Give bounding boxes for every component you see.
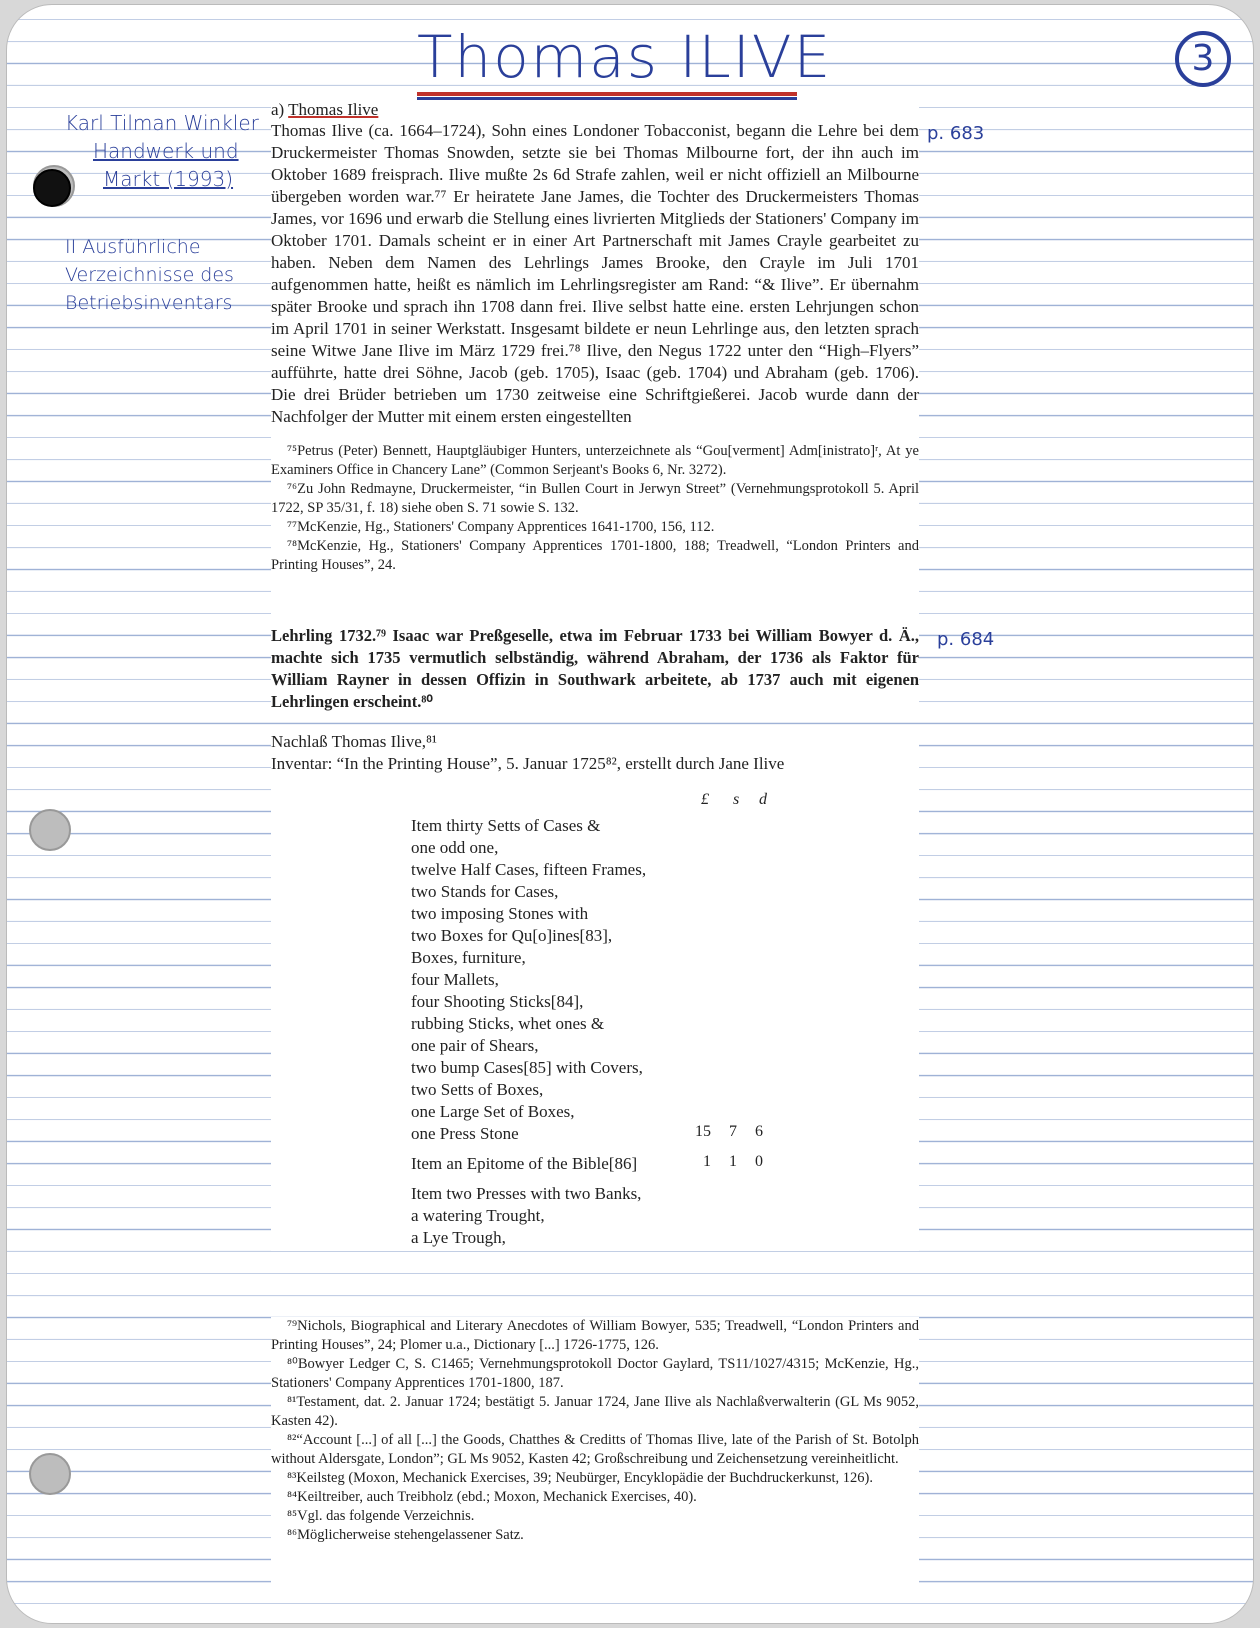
- inventory-item1: [411, 815, 646, 1145]
- binder-hole-middle: [29, 809, 71, 851]
- page-ref-683: p. 683: [927, 123, 985, 144]
- item1-line: one Large Set of Boxes,: [411, 1102, 575, 1121]
- item1-line: two Boxes for Qu[o]ines[83],: [411, 926, 613, 945]
- margin-section-line2: Verzeichnisse des: [65, 264, 234, 286]
- margin-book-line1: Handwerk und: [93, 139, 239, 163]
- footnote-81: ⁸¹Testament, dat. 2. Januar 1724; bestätigt 5. Januar 1724, Jane Ilive als Nachlaßverwalterin (GL Ms 9052, Kasten 42).: [271, 1394, 919, 1429]
- footnotes-top: [271, 442, 919, 575]
- footnote-83: ⁸³Keilsteg (Moxon, Mechanick Exercises, 39; Neubürger, Encyklopädie der Buchdruckerkunst, 126).: [287, 1470, 873, 1486]
- footnote-76: ⁷⁶Zu John Redmayne, Druckermeister, “in Bullen Court in Jerwyn Street” (Vernehmungsprotokoll 5. April 1722, SP 35/31, f. 18) siehe oben S. 71 sowie S. 132.: [271, 481, 919, 516]
- footnote-78: ⁷⁸McKenzie, Hg., Stationers' Company Apprentices 1701-1800, 188; Treadwell, “London Printers and Printing Houses”, 24.: [271, 538, 919, 573]
- clipping-continuation: [271, 625, 919, 720]
- inventory-item3: [411, 1183, 641, 1249]
- item1-line: four Mallets,: [411, 970, 499, 989]
- clipping-inventory: [271, 731, 919, 1251]
- notebook-page: [6, 4, 1254, 1624]
- margin-note-section: [65, 233, 265, 317]
- item1-line: four Shooting Sticks[84],: [411, 992, 584, 1011]
- section-body: Thomas Ilive (ca. 1664–1724), Sohn eines Londoner Tobacconist, begann die Lehre bei dem Druckermeister Thomas Snowden, setzte sie bei Thomas Milbourne fort, der ihn auch im Oktober 1689 freisprach. Ilive mußte 2s 6d Strafe zahlen, weil er nicht offiziell an Milbourne übergeben worden war.⁷⁷ Er heiratete Jane James, die Tochter des Druckermeisters Thomas James, vor 1696 und erwarb die Stellung eines livrierten Mitglieds der Stationers' Company im Oktober 1701. Damals scheint er in einer Art Partnerschaft mit James Crayle gearbeitet zu haben. Neben dem Namen des Lehrlings James Brooke, den Crayle im Juli 1701 aufgenommen hatte, heißt es nämlich im Lehrlingsregister am Rand: “& Ilive”. Er übernahm später Brooke und sprach ihn 1708 dann frei. Ilive selbst hatte eine. ersten Lehrjungen schon im April 1701 in seiner Werkstatt. Insgesamt bildete er neun Lehrlinge aus, den letzten sprach seine Witwe Jane Ilive im März 1729 frei.⁷⁸ Ilive, den Negus 1722 unter den “High–Flyers” aufführte, hatte drei Söhne, Jacob (geb. 1705), Isaac (geb. 1704) und Abraham (geb. 1706). Die drei Brüder betrieben um 1730 zeitweise eine Schriftgießerei. Jacob wurde dann der Nachfolger der Mutter mit einem ersten eingestellten: [271, 121, 919, 426]
- footnote-86: ⁸⁶Möglicherweise stehengelassener Satz.: [287, 1527, 524, 1543]
- footnote-85: ⁸⁵Vgl. das folgende Verzeichnis.: [287, 1508, 475, 1524]
- item1-line: two Setts of Boxes,: [411, 1080, 544, 1099]
- item1-line: two Stands for Cases,: [411, 882, 559, 901]
- inventory-line2: Inventar: “In the Printing House”, 5. Januar 1725⁸², erstellt durch Jane Ilive: [271, 754, 785, 773]
- item2-pounds: 1: [703, 1153, 711, 1170]
- continuation-text: Lehrling 1732.⁷⁹ Isaac war Preßgeselle, etwa im Februar 1733 bei William Bowyer d. Ä., machte sich 1735 vermutlich selbständig, während Abraham, der 1736 als Faktor für William Rayner in dessen Offizin in Southwark arbeitete, ab 1737 auch mit eigenen Lehrlingen erscheint.⁸⁰: [271, 626, 919, 711]
- item1-line: two imposing Stones with: [411, 904, 589, 923]
- title-underline-red: [417, 92, 797, 96]
- item1-line: Item thirty Setts of Cases &: [411, 816, 601, 835]
- item3-line: Item two Presses with two Banks,: [411, 1184, 642, 1203]
- item1-line: one Press Stone: [411, 1124, 519, 1143]
- section-heading: [271, 100, 919, 120]
- margin-section-line1: II Ausführliche: [65, 236, 201, 258]
- page-number: 3: [1175, 31, 1231, 87]
- clipping-footnotes-bottom: [271, 1317, 919, 1600]
- section-heading-text: Thomas Ilive: [288, 100, 379, 119]
- item1-pounds: 15: [695, 1123, 711, 1140]
- item2-shillings: 1: [729, 1153, 737, 1170]
- item3-line: a watering Trought,: [411, 1206, 545, 1225]
- item1-line: rubbing Sticks, whet ones &: [411, 1014, 605, 1033]
- item1-line: twelve Half Cases, fifteen Frames,: [411, 860, 647, 879]
- binder-hole-bottom: [29, 1453, 71, 1495]
- item1-shillings: 7: [729, 1123, 737, 1140]
- footnote-84: ⁸⁴Keiltreiber, auch Treibholz (ebd.; Moxon, Mechanick Exercises, 40).: [287, 1489, 697, 1505]
- margin-book-line2: Markt (1993): [103, 167, 234, 191]
- header-pounds: £: [701, 791, 709, 808]
- item1-pence: 6: [755, 1123, 763, 1140]
- item1-line: one pair of Shears,: [411, 1036, 539, 1055]
- inventory-item2: Item an Epitome of the Bible[86]: [411, 1154, 638, 1173]
- item1-line: one odd one,: [411, 838, 499, 857]
- section-label: a): [271, 100, 285, 119]
- margin-author: Karl Tilman Winkler: [65, 111, 259, 135]
- item1-line: two bump Cases[85] with Covers,: [411, 1058, 643, 1077]
- item2-pence: 0: [755, 1153, 763, 1170]
- footnote-75: ⁷⁵Petrus (Peter) Bennett, Hauptgläubiger Hunters, unterzeichnete als “Gou[verment] Adm[inistrato]ʳ, At ye Examiners Office in Chancery Lane” (Common Serjeant's Books 6, Nr. 3272).: [271, 443, 919, 478]
- inventory-line1: Nachlaß Thomas Ilive,⁸¹: [271, 732, 438, 751]
- footnote-79: ⁷⁹Nichols, Biographical and Literary Anecdotes of William Bowyer, 535; Treadwell, “London Printers and Printing Houses”, 24; Plomer u.a., Dictionary [...] 1726-1775, 126.: [271, 1318, 919, 1353]
- header-shillings: s: [733, 791, 740, 808]
- footnotes-bottom: [271, 1317, 919, 1545]
- footnote-80: ⁸⁰Bowyer Ledger C, S. C1465; Vernehmungsprotokoll Doctor Gaylard, TS11/1027/4315; McKenzie, Hg., Stationers' Company Apprentices 1701-1800, 187.: [271, 1356, 919, 1391]
- footnote-82: ⁸²“Account [...] of all [...] the Goods, Chatthes & Creditts of Thomas Ilive, late of the Parish of St. Botolph without Aldersgate, London”; GL Ms 9052, Kasten 42; Großschreibung und Zeichensetzung vereinheitlicht.: [271, 1432, 919, 1467]
- margin-section-line3: Betriebsinventars: [65, 292, 233, 314]
- item1-line: Boxes, furniture,: [411, 948, 526, 967]
- header-pence: d: [759, 791, 767, 808]
- margin-note-source: [65, 109, 265, 193]
- page-ref-684: p. 684: [937, 629, 995, 650]
- clipping-section-a: [271, 100, 919, 620]
- page-title: Thomas ILIVE: [417, 23, 833, 91]
- footnote-77: ⁷⁷McKenzie, Hg., Stationers' Company Apprentices 1641-1700, 156, 112.: [287, 519, 715, 535]
- item3-line: a Lye Trough,: [411, 1228, 506, 1247]
